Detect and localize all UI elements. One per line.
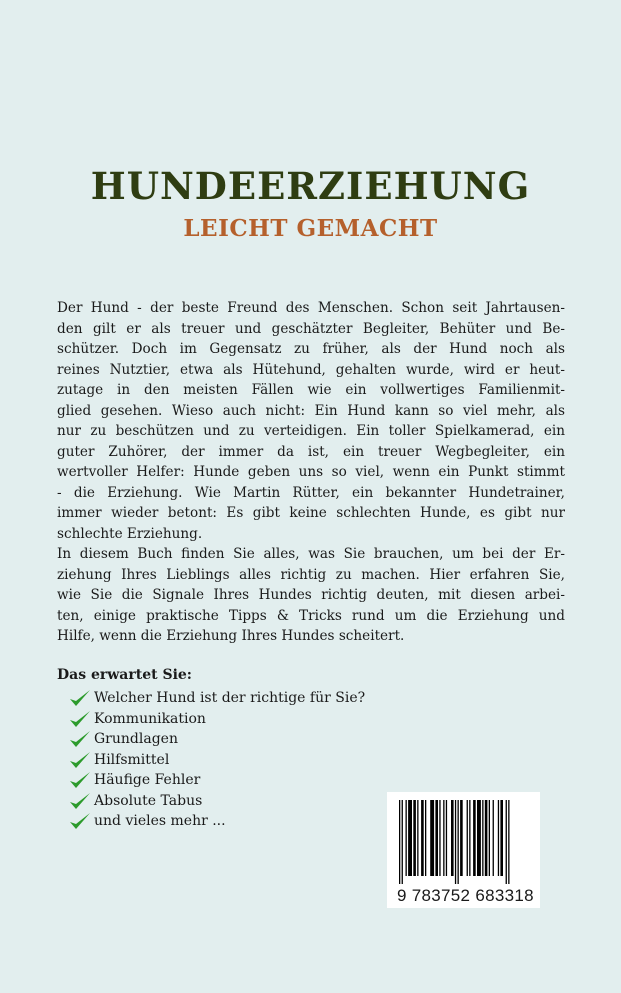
barcode-number: 9 783752 683318 <box>397 886 534 905</box>
barcode-bar <box>399 800 400 884</box>
barcode-bar <box>485 800 488 876</box>
barcode-bar <box>498 800 499 876</box>
barcode-bar <box>439 800 440 876</box>
book-title: HUNDEERZIEHUNG <box>90 164 531 208</box>
barcode-bar <box>508 800 509 884</box>
checkmark-icon <box>68 770 92 790</box>
barcode-bar <box>446 800 447 876</box>
barcode-bar <box>493 800 494 876</box>
barcode-bar <box>473 800 476 876</box>
barcode-bar <box>482 800 483 876</box>
barcode-bar <box>430 800 434 876</box>
barcode-bar <box>406 800 407 876</box>
barcode-bar <box>506 800 507 884</box>
list-heading: Das erwartet Sie: <box>57 667 192 683</box>
list-item <box>68 729 365 750</box>
barcode-bar <box>421 800 424 876</box>
barcode-bar <box>458 800 459 884</box>
blurb-line: In diesem Buch finden Sie alles, was Sie brauchen, um bei der Er- <box>57 546 565 562</box>
list-item-label: Absolute Tabus <box>94 792 203 809</box>
list-item-label: und vieles mehr ... <box>94 813 226 829</box>
blurb-line: wertvoller Helfer: Hunde geben uns so viel, wenn ein Punkt stimmt <box>57 464 565 480</box>
barcode-bar <box>469 800 470 876</box>
checkmark-icon <box>68 729 92 749</box>
isbn-barcode <box>387 792 540 908</box>
blurb-line: nur zu beschützen und zu verteidigen. Ein toller Spielkamerad, ein <box>57 423 565 439</box>
blurb-line: schlechte Erziehung. <box>57 525 203 542</box>
blurb-line: den gilt er als treuer und geschätzter Begleiter, Behüter und Be- <box>57 320 565 337</box>
blurb-line: schützer. Doch im Gegensatz zu früher, als der Hund noch als <box>57 341 565 357</box>
checkmark-icon <box>68 750 92 770</box>
blurb-line: guter Zuhörer, der immer da ist, ein treuer Wegbegleiter, ein <box>57 443 565 460</box>
list-item <box>68 770 365 791</box>
list-item <box>68 750 365 771</box>
list-item <box>68 688 365 709</box>
list-item-label: Kommunikation <box>94 710 206 727</box>
barcode-bar <box>451 800 454 876</box>
book-subtitle: LEICHT GEMACHT <box>183 215 438 242</box>
barcode-bar <box>417 800 418 876</box>
barcode-bar <box>500 800 503 876</box>
blurb-line: glied gesehen. Wieso auch nicht: Ein Hund kann so viel mehr, als <box>57 402 565 419</box>
blurb-line: ziehung Ihres Lieblings alles richtig zu machen. Hier erfahren Sie, <box>57 566 565 583</box>
list-item <box>68 811 365 832</box>
checkmark-icon <box>68 688 92 708</box>
blurb-text <box>57 298 565 647</box>
barcode-bar <box>443 800 444 876</box>
barcode-bar <box>425 800 426 876</box>
barcode-bar <box>455 800 456 884</box>
blurb-line: Hilfe, wenn die Erziehung Ihres Hundes scheitert. <box>57 628 405 644</box>
barcode-bar <box>477 800 481 876</box>
list-item-label: Grundlagen <box>94 731 178 747</box>
blurb-line: immer wieder betont: Es gibt keine schlechten Hunde, es gibt nur <box>57 505 565 521</box>
feature-list <box>68 688 365 832</box>
barcode-bar <box>413 800 416 876</box>
barcode-bar <box>402 800 403 884</box>
blurb-line: zutage in den meisten Fällen wie ein vollwertiges Familienmit- <box>57 382 565 398</box>
barcode-bar <box>467 800 468 876</box>
blurb-line: - die Erziehung. Wie Martin Rütter, ein bekannter Hundetrainer, <box>57 484 565 501</box>
blurb-line: reines Nutztier, etwa als Hütehund, gehalten wurde, wird er heut- <box>57 361 565 378</box>
blurb-line: ten, einige praktische Tipps & Tricks rund um die Erziehung und <box>57 607 565 624</box>
list-item <box>68 791 365 812</box>
checkmark-icon <box>68 791 92 811</box>
list-item-label: Hilfsmittel <box>94 751 170 768</box>
barcode-bar <box>435 800 438 876</box>
barcode-bars <box>399 800 529 884</box>
blurb-line: Der Hund - der beste Freund des Menschen. Schon seit Jahrtausen- <box>57 300 565 316</box>
list-item-label: Häufige Fehler <box>94 772 201 788</box>
list-item-label: Welcher Hund ist der richtige für Sie? <box>94 690 366 706</box>
barcode-bar <box>408 800 412 876</box>
list-item <box>68 709 365 730</box>
checkmark-icon <box>68 709 92 729</box>
checkmark-icon <box>68 811 92 831</box>
barcode-bar <box>460 800 463 876</box>
blurb-line: wie Sie die Signale Ihres Hundes richtig deuten, mit diesen arbei- <box>57 587 565 603</box>
barcode-bar <box>489 800 490 876</box>
